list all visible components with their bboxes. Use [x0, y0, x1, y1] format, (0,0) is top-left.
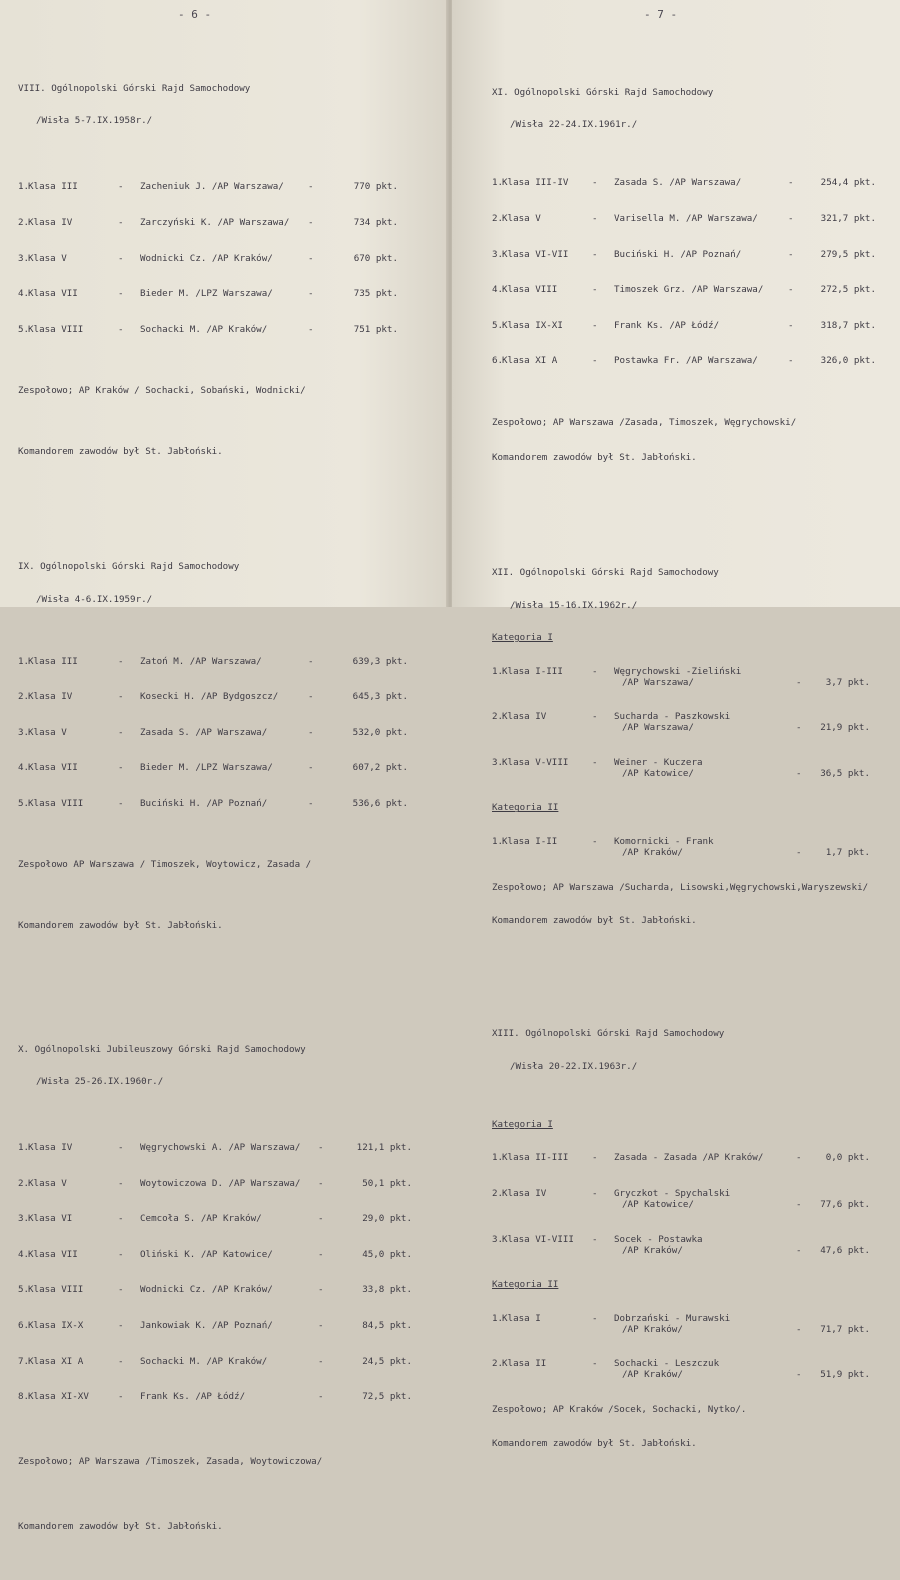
section-title: XIII. Ogólnopolski Górski Rajd Samochodowy [492, 1028, 725, 1040]
result-row: 1. Klasa IV - Węgrychowski A. /AP Warszawa/ - 121,1 pkt. [18, 1141, 412, 1153]
section-title: XII. Ogólnopolski Górski Rajd Samochodowy [492, 567, 719, 579]
result-row: 2. Klasa II - Sochacki - Leszczuk /AP Kraków/ - 51,9 pkt. [492, 1358, 870, 1381]
result-row: 5. Klasa VIII - Wodnicki Cz. /AP Kraków/ - 33,8 pkt. [18, 1284, 412, 1296]
category-heading: Kategoria II [492, 802, 559, 814]
team-result: Zespołowo; AP Warszawa /Zasada, Timoszek, Węgrychowski/ [492, 416, 797, 428]
result-row: 4. Klasa VIII - Timoszek Grz. /AP Warszawa/ - 272,5 pkt. [492, 284, 876, 296]
page-6 [0, 0, 448, 1533]
section-title: XI. Ogólnopolski Górski Rajd Samochodowy [492, 86, 714, 98]
section-title: IX. Ogólnopolski Górski Rajd Samochodowy [18, 561, 240, 573]
result-row: 3. Klasa VI-VIII - Socek - Postawka /AP Kraków/ - 47,6 pkt. [492, 1233, 870, 1256]
section-x [18, 1023, 438, 1558]
section-ix [18, 541, 438, 957]
team-result: Zespołowo; AP Warszawa /Sucharda, Lisowski,Węgrychowski,Waryszewski/ [492, 881, 869, 893]
page-7-content [492, 34, 896, 1494]
result-row: 2. Klasa IV - Kosecki H. /AP Bydgoszcz/ - 645,3 pkt. [18, 691, 408, 703]
result-row: 4. Klasa VII - Bieder M. /LPZ Warszawa/ - 735 pkt. [18, 288, 398, 300]
commander-line: Komandorem zawodów był St. Jabłoński. [492, 915, 697, 927]
team-result: Zespołowo; AP Warszawa /Timoszek, Zasada, Woytowiczowa/ [18, 1456, 323, 1468]
result-row: 2. Klasa V - Woytowiczowa D. /AP Warszawa/ - 50,1 pkt. [18, 1177, 412, 1189]
category-heading: Kategoria I [492, 1118, 553, 1130]
result-row: 3. Klasa V - Wodnicki Cz. /AP Kraków/ - 670 pkt. [18, 252, 398, 264]
commander-line: Komandorem zawodów był St. Jabłoński. [18, 446, 223, 458]
result-row: 1. Klasa I - Dobrzański - Murawski /AP Kraków/ - 71,7 pkt. [492, 1312, 870, 1335]
section-subtitle: /Wisła 15-16.IX.1962r./ [510, 599, 638, 611]
team-result: Zespołowo; AP Kraków / Sochacki, Sobański, Wodnicki/ [18, 384, 306, 396]
category-heading: Kategoria I [492, 632, 553, 644]
result-row: 5. Klasa VIII - Buciński H. /AP Poznań/ - 536,6 pkt. [18, 798, 408, 810]
result-row: 1. Klasa I-III - Węgrychowski -Zieliński /AP Warszawa/ - 3,7 pkt. [492, 665, 870, 688]
result-row: 8. Klasa XI-XV - Frank Ks. /AP Łódź/ - 72,5 pkt. [18, 1391, 412, 1403]
result-row: 4. Klasa VII - Oliński K. /AP Katowice/ - 45,0 pkt. [18, 1248, 412, 1260]
section-xi [492, 66, 896, 488]
section-subtitle: /Wisła 25-26.IX.1960r./ [36, 1075, 164, 1087]
page-number: - 6 - [178, 8, 212, 21]
commander-line: Komandorem zawodów był St. Jabłoński. [18, 920, 223, 932]
result-row: 1. Klasa I-II - Komornicki - Frank /AP Kraków/ - 1,7 pkt. [492, 836, 870, 859]
result-row: 7. Klasa XI A - Sochacki M. /AP Kraków/ - 24,5 pkt. [18, 1355, 412, 1367]
result-row: 5. Klasa IX-XI - Frank Ks. /AP Łódź/ - 318,7 pkt. [492, 319, 876, 331]
result-row: 1. Klasa III-IV - Zasada S. /AP Warszawa/ - 254,4 pkt. [492, 177, 876, 189]
category-heading: Kategoria II [492, 1279, 559, 1291]
section-subtitle: /Wisła 5-7.IX.1958r./ [36, 115, 153, 127]
result-row: 2. Klasa IV - Gryczkot - Spychalski /AP Katowice/ - 77,6 pkt. [492, 1187, 870, 1210]
section-subtitle: /Wisła 4-6.IX.1959r./ [36, 593, 153, 605]
result-row: 2. Klasa V - Varisella M. /AP Warszawa/ - 321,7 pkt. [492, 212, 876, 224]
result-row: 4. Klasa VII - Bieder M. /LPZ Warszawa/ - 607,2 pkt. [18, 762, 408, 774]
section-xii [492, 547, 896, 950]
result-row: 2. Klasa IV - Sucharda - Paszkowski /AP Warszawa/ - 21,9 pkt. [492, 711, 870, 734]
team-result: Zespołowo AP Warszawa / Timoszek, Woytowicz, Zasada / [18, 859, 312, 871]
result-row: 2. Klasa IV - Zarczyński K. /AP Warszawa/ - 734 pkt. [18, 216, 398, 228]
commander-line: Komandorem zawodów był St. Jabłoński. [492, 452, 697, 464]
team-result: Zespołowo; AP Kraków /Socek, Sochacki, Nytko/. [492, 1403, 747, 1415]
page-6-content [18, 30, 438, 1580]
result-row: 1. Klasa III - Zacheniuk J. /AP Warszawa/ - 770 pkt. [18, 181, 398, 193]
result-row: 3. Klasa V-VIII - Weiner - Kuczera /AP Katowice/ - 36,5 pkt. [492, 756, 870, 779]
result-row: 1. Klasa III - Zatoń M. /AP Warszawa/ - 639,3 pkt. [18, 655, 408, 667]
result-row: 5. Klasa VIII - Sochacki M. /AP Kraków/ - 751 pkt. [18, 323, 398, 335]
result-row: 3. Klasa V - Zasada S. /AP Warszawa/ - 532,0 pkt. [18, 726, 408, 738]
commander-line: Komandorem zawodów był St. Jabłoński. [492, 1437, 697, 1449]
section-subtitle: /Wisła 22-24.IX.1961r./ [510, 119, 638, 131]
section-title: X. Ogólnopolski Jubileuszowy Górski Rajd Samochodowy [18, 1043, 306, 1055]
result-row: 6. Klasa XI A - Postawka Fr. /AP Warszawa/ - 326,0 pkt. [492, 355, 876, 367]
commander-line: Komandorem zawodów był St. Jabłoński. [18, 1521, 223, 1533]
page-number: - 7 - [644, 8, 678, 21]
result-row: 3. Klasa VI-VII - Buciński H. /AP Poznań/ - 279,5 pkt. [492, 248, 876, 260]
result-row: 6. Klasa IX-X - Jankowiak K. /AP Poznań/ - 84,5 pkt. [18, 1319, 412, 1331]
section-title: VIII. Ogólnopolski Górski Rajd Samochodowy [18, 82, 251, 94]
section-subtitle: /Wisła 20-22.IX.1963r./ [510, 1060, 638, 1072]
section-xiii [492, 1008, 896, 1472]
result-row: 1. Klasa II-III - Zasada - Zasada /AP Kraków/ - 0,0 pkt. [492, 1152, 870, 1164]
page-7 [452, 0, 900, 1449]
result-row: 3. Klasa VI - Cemcoła S. /AP Kraków/ - 29,0 pkt. [18, 1213, 412, 1225]
section-viii [18, 62, 438, 482]
